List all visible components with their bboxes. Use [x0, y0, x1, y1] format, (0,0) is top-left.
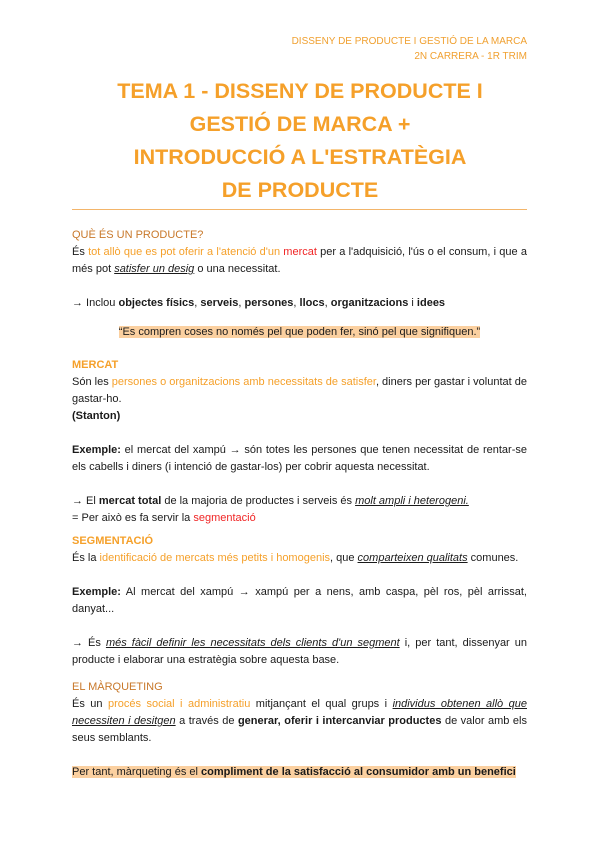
text-run: de la majoria de productes i serveis és: [161, 495, 356, 507]
header-course: DISSENY DE PRODUCTE I GESTIÓ DE LA MARCA: [291, 36, 527, 47]
text-run: de valor amb els seus semblants.: [72, 715, 527, 744]
text-run: objectes físics: [118, 297, 195, 309]
paragraph: [72, 696, 527, 747]
text-run: satisfer un desig: [114, 263, 195, 275]
divider: [72, 209, 527, 210]
paragraph: [72, 244, 527, 278]
text-run: el mercat del xampú → són totes les persones que tenen necessitat de rentar-se els cabells i diners (i intenció de gastar-los) per cobrir aquesta necessitat.: [72, 444, 527, 473]
section-mercat: [72, 357, 527, 527]
text-run: compliment de la satisfacció al consumidor amb un benefici: [201, 766, 516, 778]
text-run: , diners per gastar i voluntat de gastar-ho.: [72, 376, 527, 405]
paragraph: [72, 584, 527, 618]
text-run: a través de: [175, 715, 238, 727]
text-run: ,: [293, 297, 300, 309]
text-run: idees: [416, 297, 446, 309]
citation: (Stanton): [72, 410, 121, 422]
text-run: ,: [194, 297, 201, 309]
title-line: INTRODUCCIÓ A L'ESTRATÈGIA: [133, 145, 467, 169]
text-run: organitzacions: [330, 297, 409, 309]
text-run: individus obtenen allò que necessiten i desitgen: [72, 698, 527, 727]
title-line: DE PRODUCTE: [221, 178, 379, 202]
text-run: És un: [72, 698, 108, 710]
text-run: mitjançant el qual grups i: [250, 698, 393, 710]
text-run: → Inclou: [72, 297, 119, 309]
text-run: → És: [72, 637, 106, 649]
text-run: comunes.: [467, 552, 519, 564]
section-producte: [72, 227, 527, 341]
section-heading: QUÈ ÉS UN PRODUCTE?: [72, 229, 204, 241]
text-run: persones o organitzacions amb necessitats de satisfer: [111, 376, 376, 388]
text-run: procés social i administratiu: [108, 698, 251, 710]
text-run: , que: [330, 552, 358, 564]
text-run: tot allò que es pot oferir a l'atenció d'un: [88, 246, 284, 258]
section-heading: SEGMENTACIÓ: [72, 535, 154, 547]
text-run: Per tant, màrqueting és el: [72, 766, 202, 778]
text-run: ,: [324, 297, 331, 309]
text-run: És la: [72, 552, 100, 564]
text-run: identificació de mercats més petits i homogenis: [99, 552, 331, 564]
text-run: i, per tant, dissenyar un producte i elaborar una estratègia sobre aquesta base.: [72, 637, 528, 666]
title-line: TEMA 1 - DISSENY DE PRODUCTE I: [117, 79, 483, 103]
title-line: GESTIÓ DE MARCA +: [189, 112, 411, 136]
page-title: [0, 75, 600, 207]
section-heading: EL MÀRQUETING: [72, 681, 163, 693]
paragraph: [72, 295, 527, 312]
text-run: Al mercat del xampú → xampú per a nens, amb caspa, pèl ros, pèl arrissat, danyat...: [72, 586, 527, 615]
text-run: persones: [244, 297, 294, 309]
text-run: serveis: [200, 297, 239, 309]
text-run: o una necessitat.: [194, 263, 281, 275]
paragraph: [72, 635, 527, 669]
header-term: 2N CARRERA - 1R TRIM: [414, 51, 527, 62]
text-run: per a l'adquisició, l'ús o el consum, i que a més pot: [72, 246, 527, 275]
text-run: → El: [72, 495, 99, 507]
text-run: És: [72, 246, 89, 258]
text-run: segmentació: [193, 512, 256, 524]
text-run: generar, oferir i intercanviar productes: [237, 715, 442, 727]
text-run: Són les: [72, 376, 112, 388]
section-heading: MERCAT: [72, 359, 119, 371]
text-run: i: [408, 297, 417, 309]
text-run: molt ampli i heterogeni.: [355, 495, 469, 507]
section-segmentacio: [72, 533, 527, 669]
paragraph: [72, 442, 527, 476]
text-run: mercat: [283, 246, 317, 258]
text-run: Exemple:: [72, 444, 121, 456]
text-run: més fàcil definir les necessitats dels clients d'un segment: [105, 637, 400, 649]
text-run: comparteixen qualitats: [357, 552, 468, 564]
highlighted-conclusion: [72, 764, 527, 781]
paragraph: [72, 550, 527, 567]
paragraph: [72, 374, 527, 408]
paragraph: [72, 493, 527, 510]
section-marqueting: [72, 679, 527, 781]
text-run: = Per això es fa servir la: [72, 512, 194, 524]
text-run: ,: [238, 297, 245, 309]
text-run: llocs: [299, 297, 325, 309]
paragraph: [72, 510, 527, 527]
text-run: mercat total: [98, 495, 162, 507]
text-run: Exemple:: [72, 586, 121, 598]
quote: “Es compren coses no només pel que poden fer, sinó pel que signifiquen.”: [118, 326, 481, 338]
